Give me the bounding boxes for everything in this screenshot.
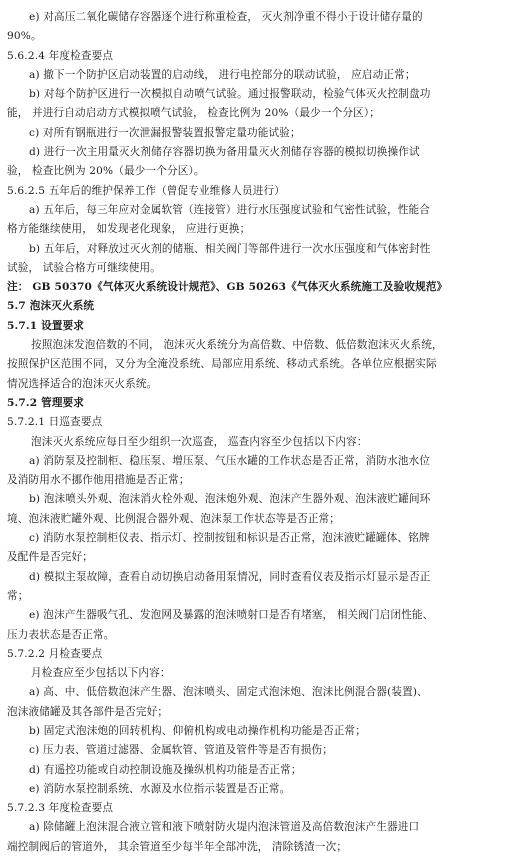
text-line: a) 五年后，每三年应对金属软管（连接管）进行水压强度试验和气密性试验，性能合: [29, 203, 431, 216]
text-line: e) 泡沫产生器吸气孔、发泡网及暴露的泡沫喷射口是否有堵塞， 相关阀门启闭性能、: [29, 609, 434, 622]
text-line: 试验， 试验合格方可继续使用。: [7, 261, 161, 274]
text-line: 情况选择适合的泡沫灭火系统。: [7, 377, 158, 390]
text-line: 5.6.2.5 五年后的维护保养工作（曾促专业维修人员进行）: [7, 184, 285, 197]
text-line: a) 高、中、低倍数泡沫产生器、泡沫喷头、固定式泡沫炮、泡沫比例混合器(装置)、: [29, 686, 428, 699]
text-line: d) 有遥控功能或自动控制设施及操纵机构功能是否正常；: [29, 763, 302, 776]
text-line: 压力表状态是否正常。: [7, 628, 115, 641]
text-line: d) 进行一次主用量灭火剂储存容器切换为备用量灭火剂储存容器的模拟切换操作试: [29, 146, 420, 159]
text-line: b) 泡沫喷头外观、泡沫消火栓外观、泡沫炮外观、泡沫产生器外观、泡沫液贮罐间环: [29, 493, 431, 506]
text-line: e) 对高压二氧化碳储存容器逐个进行称重检查， 灭火剂净重不得小于设计储存量的: [29, 11, 423, 23]
text-line: 验， 检查比例为 20%（最少一个分区）。: [7, 165, 205, 178]
text-line: 5.7.2.3 年度检查要点: [7, 802, 114, 815]
text-line: 及配件是否完好；: [7, 551, 93, 564]
text-line: 常；: [7, 589, 29, 602]
text-line: 能， 并进行自动启动方式模拟喷气试验， 检查比例为 20%（最少一个分区）；: [7, 107, 381, 120]
text-line: c) 消防水泵控制柜仪表、指示灯、控制按钮和标识是否正常，泡沫液贮罐罐体、铭牌: [29, 532, 430, 545]
text-line: 注： GB 50370《气体灭火系统设计规范》、GB 50263《气体灭火系统施工及验收规范》: [7, 281, 448, 294]
text-line: 按照泡沫发泡倍数的不同， 泡沫灭火系统分为高倍数、中倍数、低倍数泡沫灭火系统，: [31, 339, 443, 352]
text-line: b) 对每个防护区进行一次模拟自动喷气试验。通过报警联动，检验气体灭火控制盘功: [29, 88, 431, 101]
text-line: 境、泡沫液贮罐外观、比例混合器外观、泡沫泵工作状态等是否正常；: [7, 512, 341, 525]
text-line: a) 撤下一个防护区启动装置的启动线， 进行电控部分的联动试验， 应启动正常；: [29, 68, 416, 81]
text-line: 泡沫灭火系统应每日至少组织一次巡查， 巡查内容至少包括以下内容：: [31, 435, 368, 448]
text-line: c) 对所有钢瓶进行一次泄漏报警装置报警定量功能试验；: [29, 126, 301, 139]
text-line: c) 压力表、管道过滤器、金属软管、管道及管件等是否有损伤；: [29, 744, 333, 757]
text-line: 端控制阀后的管道外， 其余管道至少每半年全部冲洗， 清除锈渣一次；: [7, 840, 348, 853]
text-line: 泡沫液储罐及其各部件是否完好；: [7, 705, 169, 718]
text-line: 5.7.2.1 日巡查要点: [7, 416, 103, 429]
text-line: 按照保护区范围不同，又分为全淹没系统、局部应用系统、移动式系统。各单位应根据实际: [7, 358, 437, 371]
text-line: e) 消防水泵控制系统、水源及水位指示装置是否正常。: [29, 782, 291, 795]
text-line: 5.7.2 管理要求: [7, 396, 85, 409]
text-line: 5.7.1 设置要求: [7, 319, 85, 332]
text-line: a) 消防泵及控制柜、稳压泵、增压泵、气压水罐的工作状态是否正常，消防水池水位: [29, 454, 431, 467]
text-line: 5.7.2.2 月检查要点: [7, 647, 103, 660]
text-line: 格方能继续使用， 如发现老化现象， 应进行更换；: [7, 223, 251, 236]
text-line: 月检查应至少包括以下内容：: [31, 667, 171, 680]
text-line: a) 除储罐上泡沫混合液立管和液下喷射防火堤内泡沫管道及高倍数泡沫产生器进口: [29, 821, 420, 834]
text-line: b) 固定式泡沫炮的回转机构、仰俯机构或电动操作机构功能是否正常；: [29, 724, 367, 737]
text-line: 5.6.2.4 年度检查要点: [7, 49, 114, 62]
text-line: 5.7 泡沫灭火系统: [7, 300, 95, 313]
text-line: d) 模拟主泵故障，查看自动切换启动备用泵情况，同时查看仪表及指示灯显示是否正: [29, 570, 431, 583]
text-line: 90%。: [7, 30, 42, 43]
text-line: 及消防用水不挪作他用措施是否正常；: [7, 474, 190, 487]
text-line: b) 五年后，对释放过灭火剂的储瓶、相关阀门等部件进行一次水压强度和气体密封性: [29, 242, 431, 255]
